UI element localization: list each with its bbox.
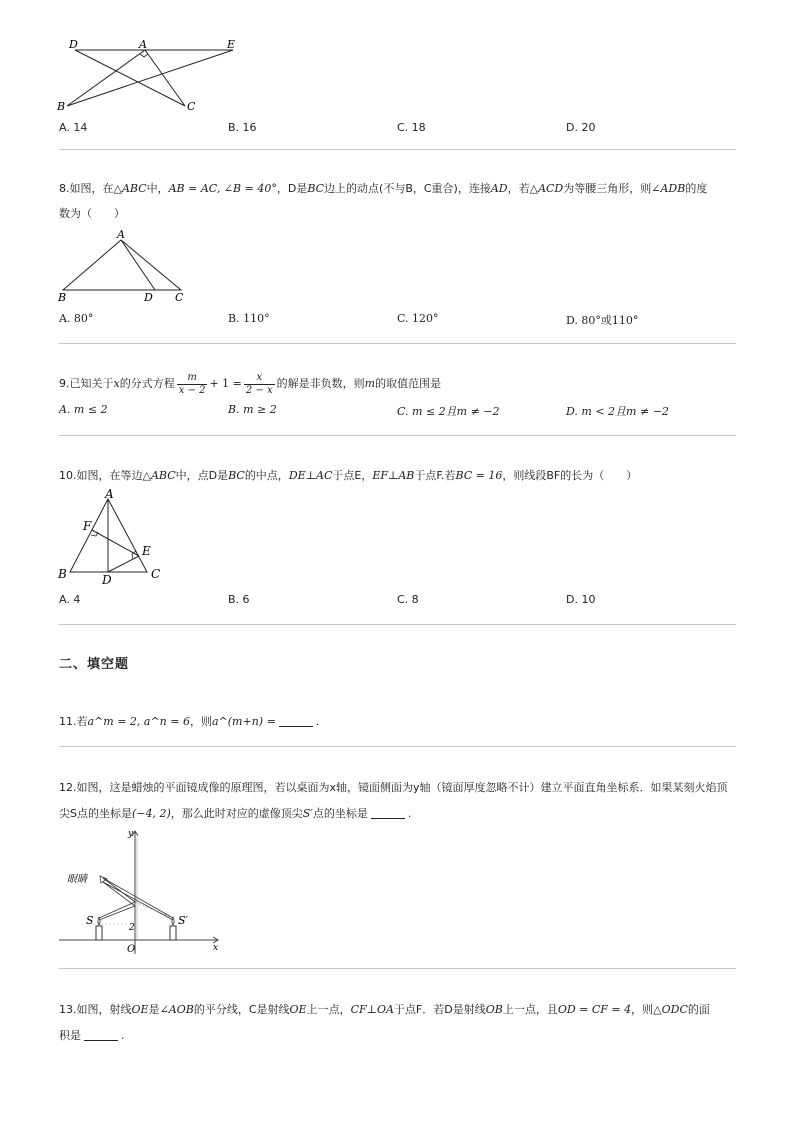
q10-stem: 10.如图，在等边△ABC中，点D是BC的中点，DE⊥AC于点E，EF⊥AB于点F.若BC = 16，则线段BF的长为（ ） — [59, 469, 638, 482]
q12-label-two: 2 — [129, 923, 135, 933]
q13-answer-blank[interactable] — [84, 1030, 118, 1041]
q10-option-d: D. 10 — [566, 593, 596, 606]
q13-stem-line2: 积是 . — [59, 1029, 125, 1042]
q8-label-d: D — [144, 291, 153, 304]
q9-option-d: D. m < 2且m ≠ −2 — [566, 405, 669, 418]
q7-label-c: C — [187, 100, 196, 113]
divider — [59, 968, 736, 969]
q12-stem-line1: 12.如图，这是蜡烛的平面镜成像的原理图，若以桌面为x轴，镜面侧面为y轴（镜面厚度忽略不计）建立平面直角坐标系．如果某刻火焰顶 — [59, 781, 728, 794]
q12-label-s-prime: S′ — [178, 914, 189, 927]
q11-stem: 11.若a^m = 2, a^n = 6，则a^(m+n) = . — [59, 715, 320, 728]
q8-stem-line1: 8.如图，在△ABC中，AB = AC, ∠B = 40°，D是BC边上的动点(不与B，C重合)，连接AD，若△ACD为等腰三角形，则∠ADB的度 — [59, 182, 708, 195]
q9-fraction-1: $\frac{m}{x - 2}$ — [178, 371, 206, 396]
q10-label-c: C — [151, 567, 161, 581]
q12-label-eye: 眼睛 — [67, 874, 87, 885]
q10-label-e: E — [142, 544, 151, 558]
q12-stem-line2: 尖S点的坐标是(−4, 2)，那么此时对应的虚像顶尖S′点的坐标是 . — [59, 807, 412, 820]
q7-figure — [55, 36, 255, 116]
q10-label-d: D — [102, 573, 112, 587]
q9-stem: 9.已知关于x的分式方程 $\frac{m}{x - 2}$ + 1 = $\frac{x}{2 - x}$ 的解是非负数，则m的取值范围是 — [59, 371, 442, 396]
q10-option-b: B. 6 — [228, 593, 250, 606]
q9-option-a: A. m ≤ 2 — [59, 403, 108, 416]
q7-label-a: A — [139, 38, 147, 51]
divider — [59, 343, 736, 344]
section-heading: 二、填空题 — [59, 657, 130, 672]
q10-option-c: C. 8 — [397, 593, 419, 606]
q8-stem-line2: 数为（ ） — [59, 207, 125, 220]
q12-label-x: x — [213, 943, 219, 953]
q7-option-b: B. 16 — [228, 121, 257, 134]
q8-label-b: B — [58, 291, 67, 304]
divider — [59, 149, 736, 150]
q9-option-c: C. m ≤ 2且m ≠ −2 — [397, 405, 500, 418]
q12-figure — [55, 826, 225, 958]
q10-label-b: B — [58, 567, 67, 581]
q7-label-d: D — [69, 38, 78, 51]
q8-figure — [55, 228, 195, 304]
q10-label-a: A — [105, 487, 114, 501]
q8-option-b: B. 110° — [228, 312, 270, 325]
q8-label-a: A — [117, 228, 125, 241]
q12-answer-blank[interactable] — [371, 808, 405, 819]
divider — [59, 746, 736, 747]
q10-label-f: F — [83, 519, 92, 533]
q12-label-origin: O — [127, 944, 136, 955]
q7-option-c: C. 18 — [397, 121, 426, 134]
divider — [59, 435, 736, 436]
q8-option-d: D. 80°或110° — [566, 314, 639, 327]
q8-option-a: A. 80° — [59, 312, 94, 325]
q10-figure — [55, 486, 175, 588]
q10-option-a: A. 4 — [59, 593, 81, 606]
q11-answer-blank[interactable] — [279, 716, 313, 727]
q8-label-c: C — [175, 291, 184, 304]
q7-option-d: D. 20 — [566, 121, 596, 134]
q7-label-b: B — [57, 100, 66, 113]
q12-label-y: y — [128, 829, 134, 839]
q9-fraction-2: $\frac{x}{2 - x}$ — [245, 371, 273, 396]
q12-label-s: S — [86, 914, 94, 927]
q9-option-b: B. m ≥ 2 — [228, 403, 277, 416]
q7-option-a: A. 14 — [59, 121, 88, 134]
q8-option-c: C. 120° — [397, 312, 439, 325]
q13-stem-line1: 13.如图，射线OE是∠AOB的平分线，C是射线OE上一点，CF⊥OA于点F．若D是射线OB上一点，且OD = CF = 4，则△ODC的面 — [59, 1003, 710, 1016]
divider — [59, 624, 736, 625]
q7-label-e: E — [227, 38, 236, 51]
